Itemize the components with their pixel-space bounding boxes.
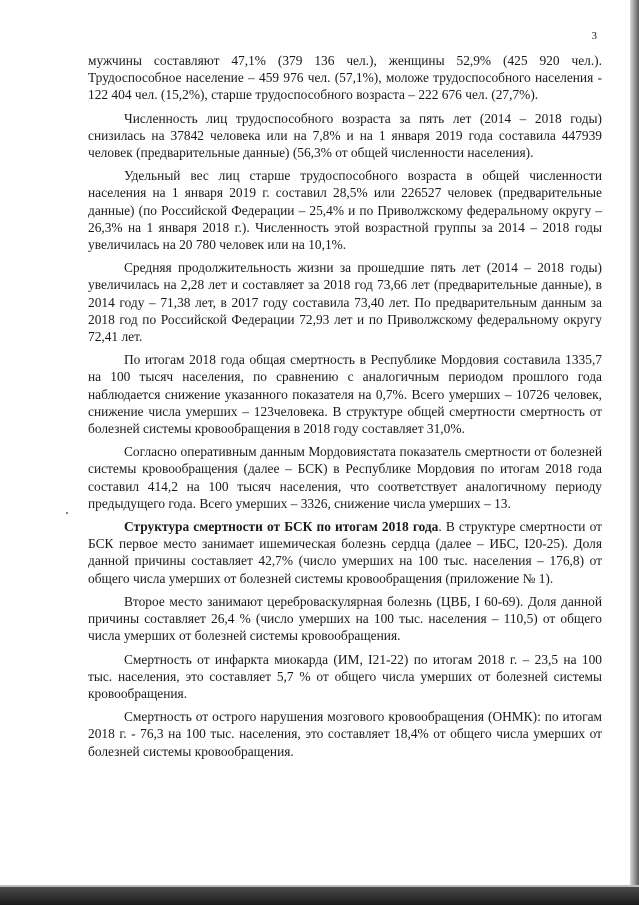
paragraph-stroke: Смертность от острого нарушения мозгового кровообращения (ОНМК): по итогам 2018 г. - 76,3 на 100 тыс. населения, это составляет 18,4% от общего числа умерших от болезней системы кровообращения. [88,709,602,759]
document-body [88,52,602,766]
scan-edge-bottom [0,887,639,905]
paragraph-overall-mortality: По итогам 2018 года общая смертность в Республике Мордовия составила 1335,7 на 100 тысяч населения, по сравнению с аналогичным периодом прошлого года наблюдается снижение указанного показателя на 0,7%. Всего умерших – 10726 человек, снижение числа умерших – 123человека. В структуре общей смертности смертность от болезней системы кровообращения в 2018 году составляет 31,0%. [88,352,602,437]
page-number: 3 [591,30,597,42]
paragraph-bsk-structure [88,518,602,587]
bsk-structure-text: . В структуре смертности от БСК первое место занимает ишемическая болезнь сердца (далее – ИБС, I20-25). Доля данной причины составляет 42,7% (число умерших на 100 тыс. населения – 176,8) от общего числа умерших от болезней системы кровообращения (приложение № 1). [88,519,602,586]
scan-edge-right [630,0,639,905]
paragraph-bsk-mortality: Согласно оперативным данным Мордовиястата показатель смертности от болезней системы кровообращения (далее – БСК) в Республике Мордовия по итогам 2018 года составил 414,2 на 100 тысяч населения, что соответствует аналогичному периоду предыдущего года. Всего умерших – 3326, снижение числа умерших – 13. [88,444,602,511]
paragraph-working-age: Численность лиц трудоспособного возраста за пять лет (2014 – 2018 годы) снизилась на 37842 человека или на 7,8% и на 1 января 2019 года составила 447939 человек (предварительные данные) (56,3% от общей численности населения). [88,110,602,161]
paragraph-population-gender: мужчины составляют 47,1% (379 136 чел.), женщины 52,9% (425 920 чел.). Трудоспособное население – 459 976 чел. (57,1%), моложе трудоспособного населения - 122 404 чел. (15,2%), старше трудоспособного возраста – 222 676 чел. (27,7%). [88,53,602,103]
paragraph-elderly-share: Удельный вес лиц старше трудоспособного возраста в общей численности населения на 1 января 2019 г. составил 28,5% или 226527 человек (предварительные данные) (по Российской Федерации – 25,4% и по Приволжскому федеральному округу – 26,3% на 1 января 2018 г.). Численность этой возрастной группы за 2014 – 2018 годы увеличилась на 20 780 человек или на 10,1%. [88,168,602,253]
paragraph-cerebrovascular: Второе место занимают цереброваскулярная болезнь (ЦВБ, I 60-69). Доля данной причины составляет 26,4 % (число умерших на 100 тыс. населения – 110,5) от общего числа умерших от болезней системы кровообращения. [88,593,602,644]
paragraph-life-expectancy: Средняя продолжительность жизни за прошедшие пять лет (2014 – 2018 годы) увеличилась на 2,28 лет и составляет за 2018 год 73,66 лет (предварительные данные), в 2014 году – 71,38 лет, в 2017 году составила 73,40 лет. По предварительным данным за 2018 год по Российской Федерации 72,93 лет и по Приволжскому федеральному округу 72,41 лет. [88,260,602,345]
scan-speck [66,512,68,514]
paragraph-myocardial-infarction: Смертность от инфаркта миокарда (ИМ, I21-22) по итогам 2018 г. – 23,5 на 100 тыс. населения, это составляет 5,7 % от общего числа умерших от болезней системы кровообращения. [88,651,602,701]
bsk-structure-heading: Структура смертности от БСК по итогам 2018 года [124,519,439,535]
